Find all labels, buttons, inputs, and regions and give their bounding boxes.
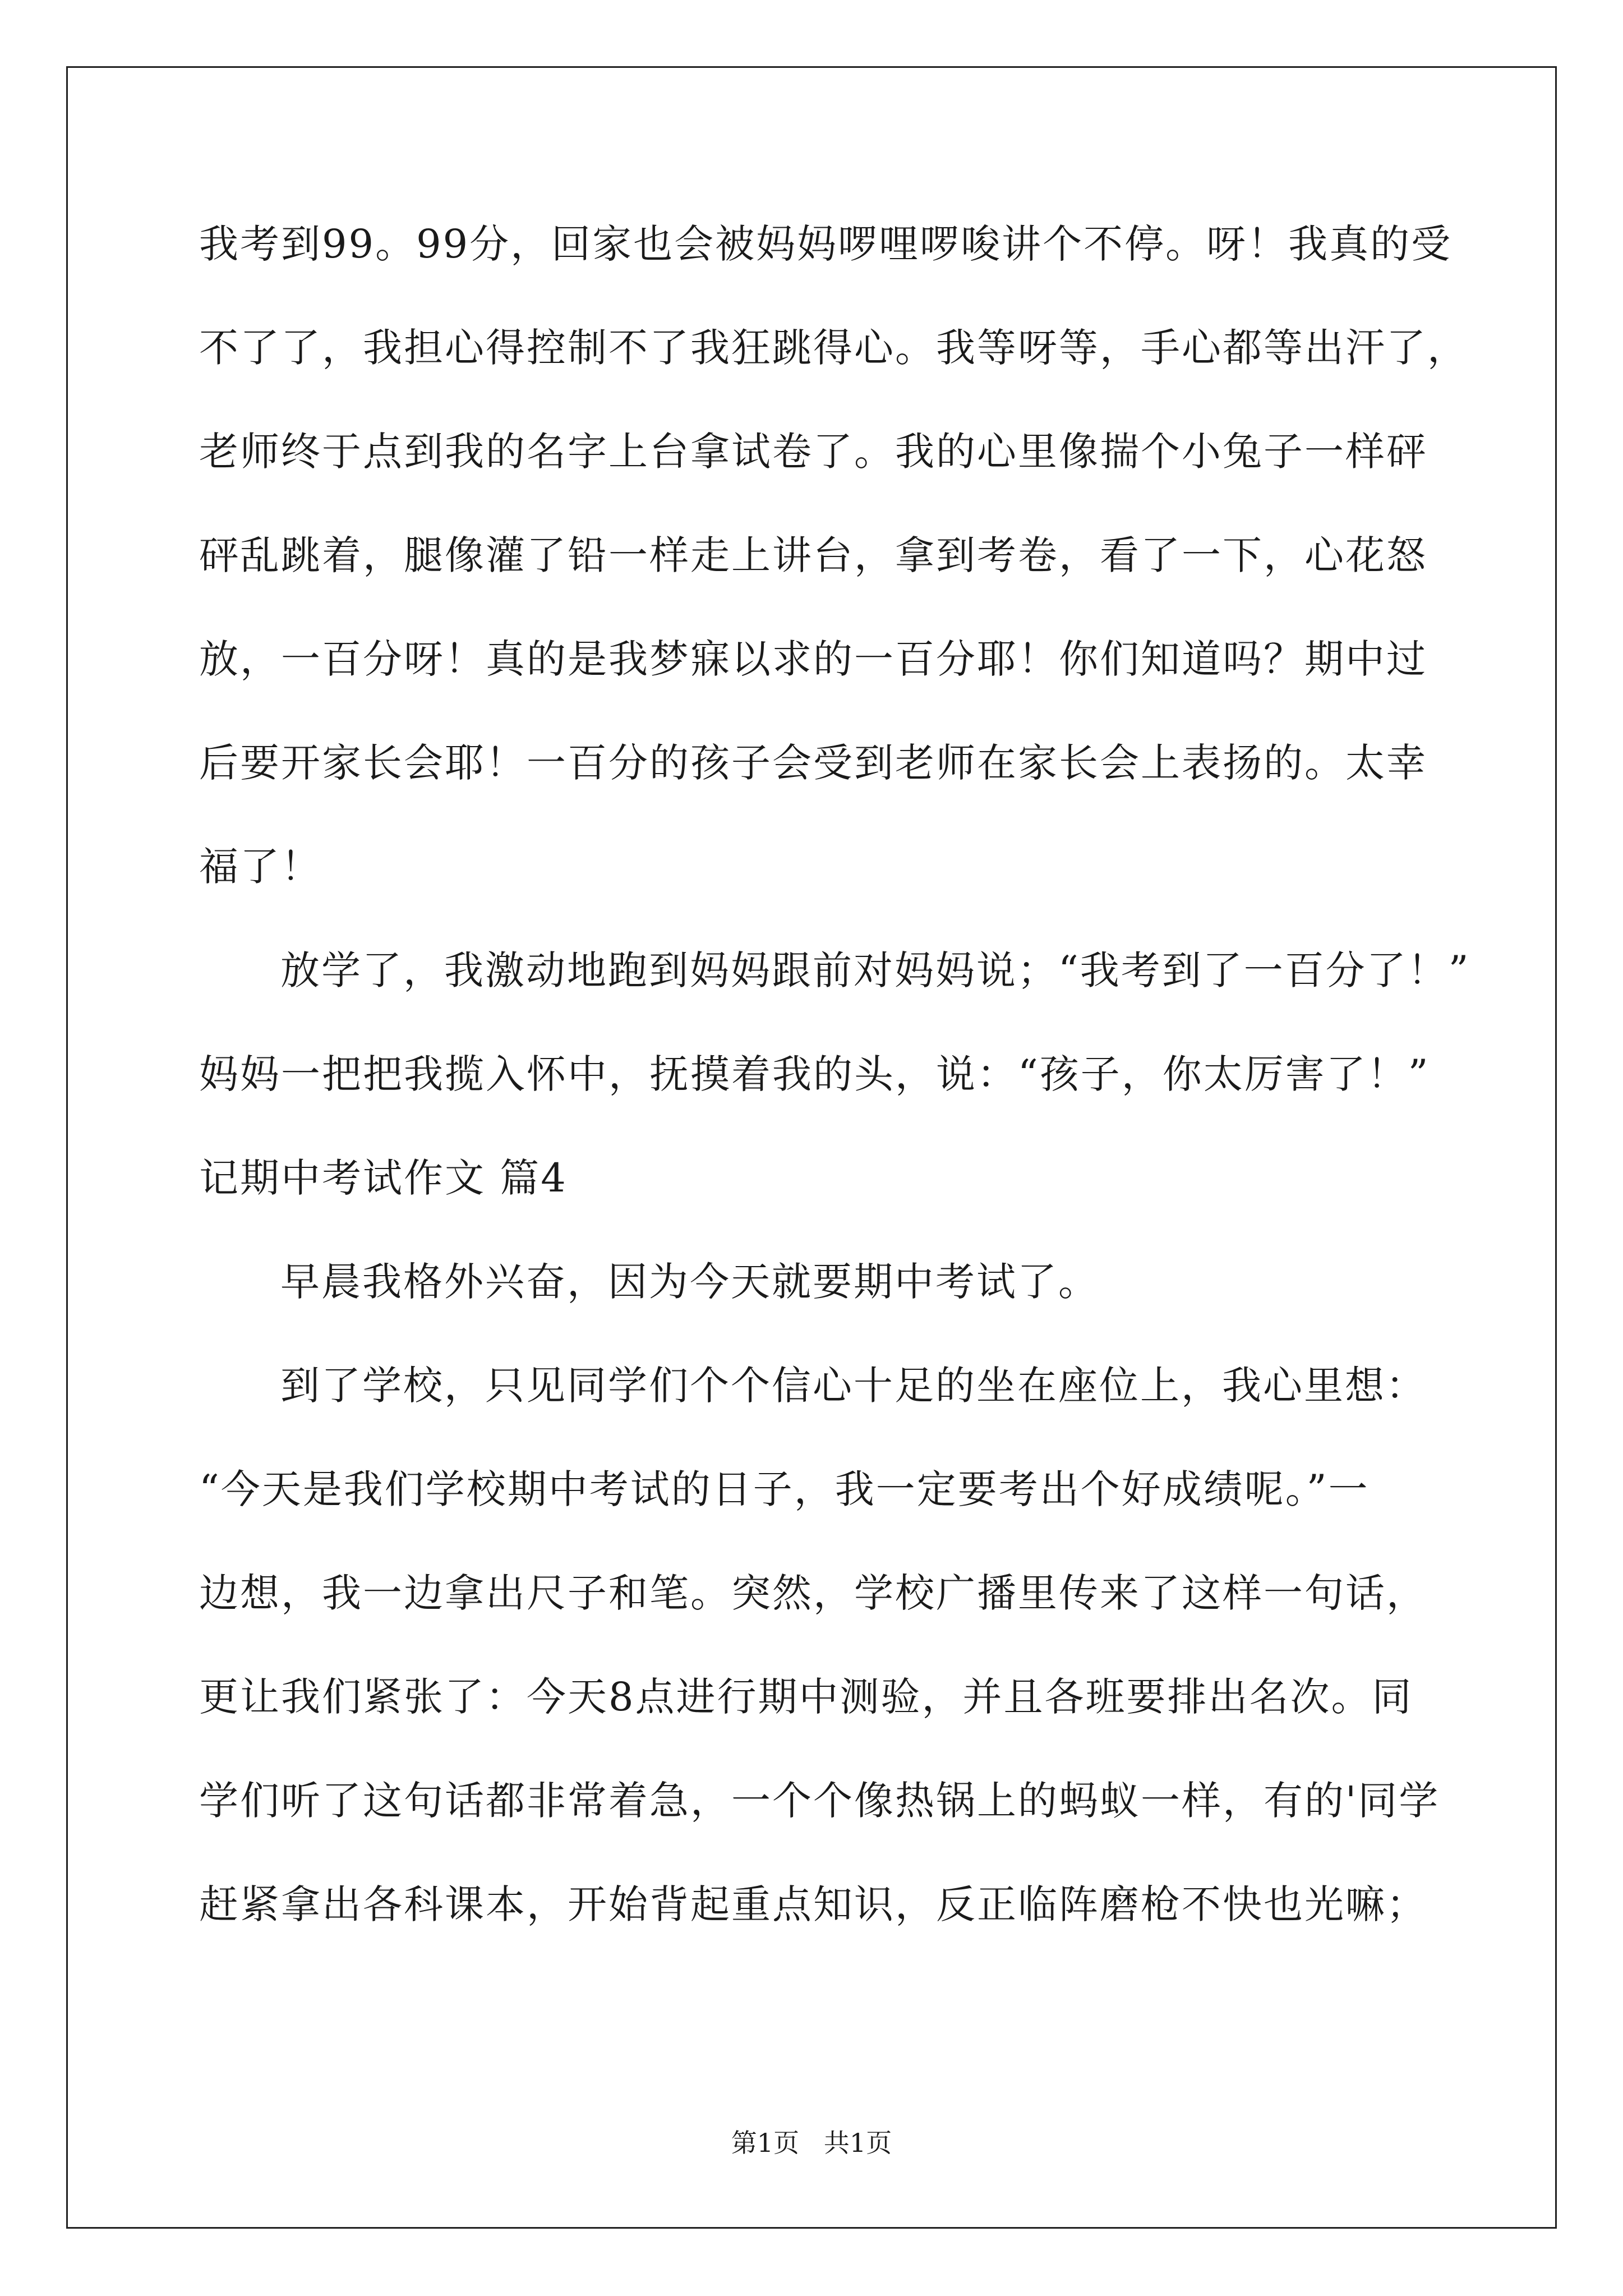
text-line: 老师终于点到我的名字上台拿试卷了。我的心里像揣个小兔子一样砰 [199, 429, 1427, 475]
text-line: 赶紧拿出各科课本，开始背起重点知识，反正临阵磨枪不快也光嘛； [199, 1881, 1427, 1927]
section-heading: 记期中考试作文 篇4 [199, 1155, 568, 1201]
text-line: “今天是我们学校期中考试的日子，我一定要考出个好成绩呢。”一 [199, 1466, 1370, 1512]
text-line: 我考到99。99分，回家也会被妈妈啰哩啰唆讲个不停。呀！我真的受 [199, 221, 1453, 267]
paragraph-first-line: 到了学校，只见同学们个个信心十足的坐在座位上，我心里想： [280, 1363, 1427, 1409]
text-line: 不了了，我担心得控制不了我狂跳得心。我等呀等，手心都等出汗了， [199, 325, 1468, 371]
text-line: 福了！ [199, 844, 322, 890]
text-line: 妈妈一把把我揽入怀中，抚摸着我的头，说：“孩子，你太厉害了！” [199, 1051, 1430, 1097]
text-line: 砰乱跳着，腿像灌了铅一样走上讲台，拿到考卷，看了一下，心花怒 [199, 532, 1427, 578]
text-line: 学们听了这句话都非常着急，一个个像热锅上的蚂蚁一样，有的'同学 [199, 1778, 1440, 1824]
text-line: 更让我们紧张了：今天8点进行期中测验，并且各班要排出名次。同 [199, 1674, 1413, 1720]
text-line: 放，一百分呀！真的是我梦寐以求的一百分耶！你们知道吗？期中过 [199, 636, 1427, 682]
paragraph-first-line: 早晨我格外兴奋，因为今天就要期中考试了。 [280, 1259, 1099, 1305]
text-line: 后要开家长会耶！一百分的孩子会受到老师在家长会上表扬的。太幸 [199, 740, 1427, 786]
text-line: 边想，我一边拿出尺子和笔。突然，学校广播里传来了这样一句话， [199, 1570, 1427, 1616]
paragraph-first-line: 放学了，我激动地跑到妈妈跟前对妈妈说；“我考到了一百分了！” [280, 947, 1470, 993]
page-number-footer: 第1页 共1页 [731, 2128, 892, 2158]
